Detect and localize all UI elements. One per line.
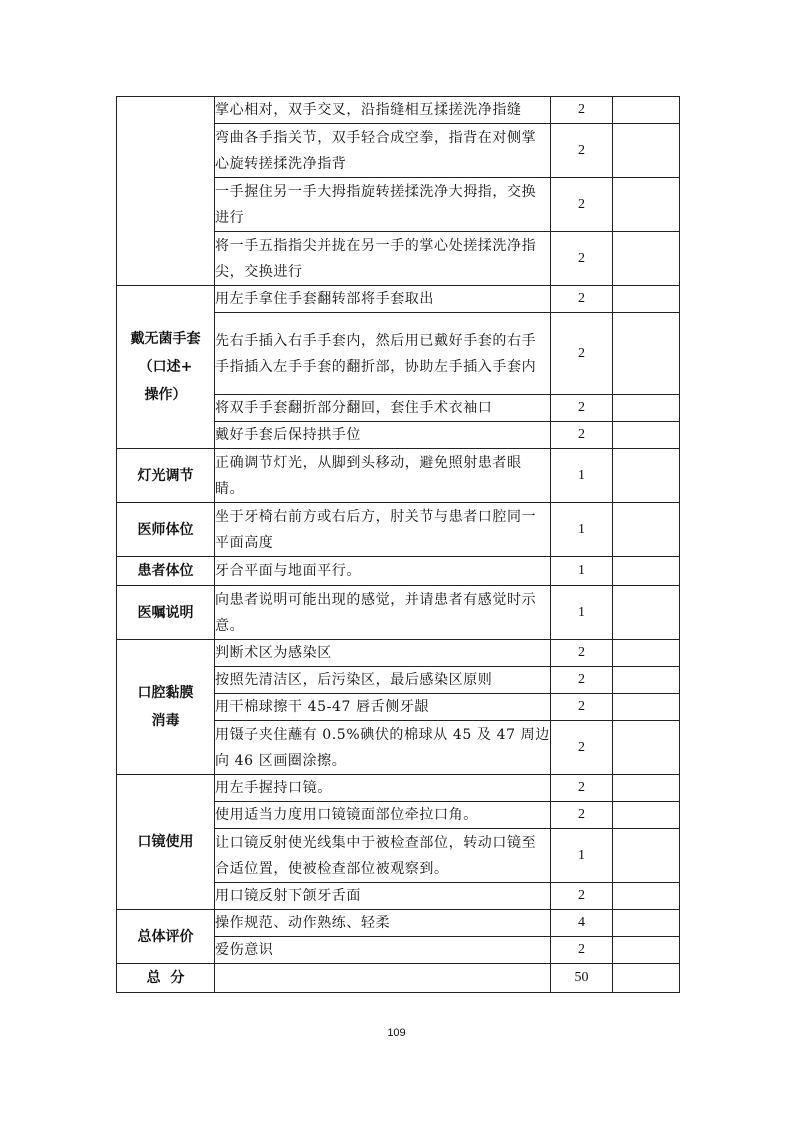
category-light: 灯光调节 bbox=[117, 449, 215, 503]
score-value: 4 bbox=[551, 910, 613, 937]
item-text: 向患者说明可能出现的感觉，并请患者有感觉时示意。 bbox=[215, 586, 551, 640]
table-row bbox=[117, 775, 680, 802]
item-text: 按照先清洁区，后污染区，最后感染区原则 bbox=[215, 667, 551, 694]
table-row bbox=[117, 286, 680, 313]
item-text: 先右手插入右手手套内，然后用已戴好手套的右手手指插入左手手套的翻折部，协助左手插入手套内 bbox=[215, 313, 551, 395]
score-value: 2 bbox=[551, 395, 613, 422]
deduction-cell bbox=[613, 557, 680, 586]
deduction-cell bbox=[613, 910, 680, 937]
scoring-table bbox=[116, 96, 680, 993]
item-text: 弯曲各手指关节，双手轻合成空拳，指背在对侧掌心旋转搓揉洗净指背 bbox=[215, 124, 551, 178]
deduction-cell bbox=[613, 422, 680, 449]
category-label: 戴无菌手套 bbox=[130, 331, 201, 347]
score-value: 1 bbox=[551, 829, 613, 883]
score-value: 2 bbox=[551, 232, 613, 286]
score-value: 1 bbox=[551, 557, 613, 586]
item-text: 掌心相对，双手交叉，沿指缝相互揉搓洗净指缝 bbox=[215, 97, 551, 124]
deduction-cell bbox=[613, 694, 680, 721]
score-value: 2 bbox=[551, 802, 613, 829]
item-text: 牙合平面与地面平行。 bbox=[215, 557, 551, 586]
score-value: 2 bbox=[551, 667, 613, 694]
deduction-cell bbox=[613, 395, 680, 422]
item-text: 让口镜反射使光线集中于被检查部位，转动口镜至合适位置，使被检查部位被观察到。 bbox=[215, 829, 551, 883]
category-cell-empty bbox=[117, 97, 215, 286]
category-doctor-position: 医师体位 bbox=[117, 503, 215, 557]
total-item-empty bbox=[215, 964, 551, 993]
total-row bbox=[117, 964, 680, 993]
item-text: 将一手五指指尖并拢在另一手的掌心处搓揉洗净指尖，交换进行 bbox=[215, 232, 551, 286]
table-row bbox=[117, 910, 680, 937]
score-value: 2 bbox=[551, 178, 613, 232]
deduction-cell bbox=[613, 97, 680, 124]
score-value: 2 bbox=[551, 422, 613, 449]
deduction-cell bbox=[613, 503, 680, 557]
category-instructions: 医嘱说明 bbox=[117, 586, 215, 640]
category-mirror: 口镜使用 bbox=[117, 775, 215, 910]
deduction-cell bbox=[613, 313, 680, 395]
category-gloves bbox=[117, 286, 215, 449]
deduction-cell bbox=[613, 124, 680, 178]
table-row bbox=[117, 503, 680, 557]
total-score: 50 bbox=[551, 964, 613, 993]
score-value: 2 bbox=[551, 775, 613, 802]
item-text: 用镊子夹住蘸有 0.5%碘伏的棉球从 45 及 47 周边向 46 区画圈涂擦。 bbox=[215, 721, 551, 775]
item-text: 戴好手套后保持拱手位 bbox=[215, 422, 551, 449]
score-value: 2 bbox=[551, 640, 613, 667]
deduction-cell bbox=[613, 586, 680, 640]
deduction-cell bbox=[613, 802, 680, 829]
table-row bbox=[117, 557, 680, 586]
category-label: 口腔黏膜 bbox=[137, 685, 194, 701]
deduction-cell bbox=[613, 449, 680, 503]
category-label: （口述+ bbox=[138, 359, 193, 375]
item-text: 操作规范、动作熟练、轻柔 bbox=[215, 910, 551, 937]
category-patient-position: 患者体位 bbox=[117, 557, 215, 586]
score-value: 1 bbox=[551, 449, 613, 503]
deduction-cell bbox=[613, 829, 680, 883]
deduction-cell bbox=[613, 232, 680, 286]
item-text: 用干棉球擦干 45-47 唇舌侧牙龈 bbox=[215, 694, 551, 721]
category-label: 消毒 bbox=[151, 713, 180, 729]
score-value: 2 bbox=[551, 883, 613, 910]
deduction-cell bbox=[613, 640, 680, 667]
item-text: 一手握住另一手大拇指旋转搓揉洗净大拇指，交换进行 bbox=[215, 178, 551, 232]
category-overall: 总体评价 bbox=[117, 910, 215, 964]
deduction-cell bbox=[613, 883, 680, 910]
score-value: 2 bbox=[551, 937, 613, 964]
score-value: 2 bbox=[551, 124, 613, 178]
score-value: 2 bbox=[551, 97, 613, 124]
table-row bbox=[117, 97, 680, 124]
table-row bbox=[117, 640, 680, 667]
item-text: 将双手手套翻折部分翻回，套住手术衣袖口 bbox=[215, 395, 551, 422]
category-label: 操作） bbox=[144, 387, 187, 403]
item-text: 用左手拿住手套翻转部将手套取出 bbox=[215, 286, 551, 313]
deduction-cell bbox=[613, 721, 680, 775]
score-value: 1 bbox=[551, 586, 613, 640]
item-text: 爱伤意识 bbox=[215, 937, 551, 964]
score-value: 1 bbox=[551, 503, 613, 557]
score-value: 2 bbox=[551, 694, 613, 721]
item-text: 用左手握持口镜。 bbox=[215, 775, 551, 802]
deduction-cell bbox=[613, 178, 680, 232]
deduction-cell bbox=[613, 964, 680, 993]
deduction-cell bbox=[613, 667, 680, 694]
total-label: 总 分 bbox=[117, 964, 215, 993]
item-text: 用口镜反射下颌牙舌面 bbox=[215, 883, 551, 910]
item-text: 使用适当力度用口镜镜面部位牵拉口角。 bbox=[215, 802, 551, 829]
deduction-cell bbox=[613, 937, 680, 964]
page-number: 109 bbox=[387, 1027, 406, 1039]
category-disinfection bbox=[117, 640, 215, 775]
score-value: 2 bbox=[551, 313, 613, 395]
score-value: 2 bbox=[551, 286, 613, 313]
deduction-cell bbox=[613, 286, 680, 313]
table-row bbox=[117, 586, 680, 640]
table-row bbox=[117, 449, 680, 503]
deduction-cell bbox=[613, 775, 680, 802]
item-text: 判断术区为感染区 bbox=[215, 640, 551, 667]
item-text: 正确调节灯光，从脚到头移动，避免照射患者眼睛。 bbox=[215, 449, 551, 503]
score-value: 2 bbox=[551, 721, 613, 775]
item-text: 坐于牙椅右前方或右后方，肘关节与患者口腔同一平面高度 bbox=[215, 503, 551, 557]
